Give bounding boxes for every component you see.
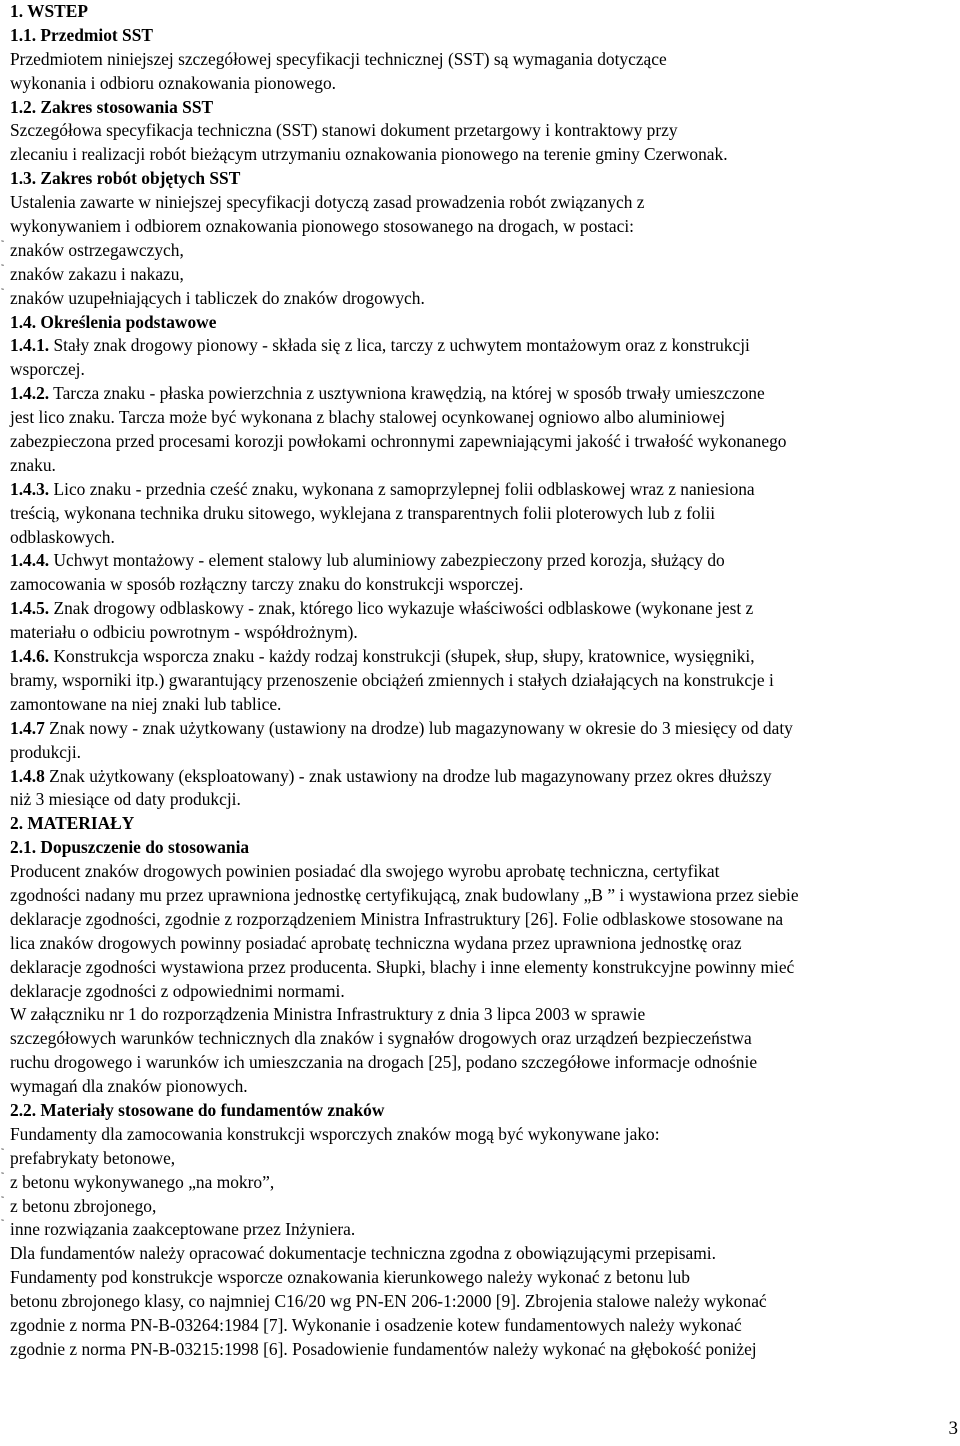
definition-text: Tarcza znaku - płaska powierzchnia z usztywniona krawędzią, na której w sposób trwały umieszczone bbox=[49, 383, 765, 404]
section-heading: 2. MATERIAŁY bbox=[10, 813, 135, 834]
text-line: wymagań dla znaków pionowych. bbox=[10, 1076, 248, 1097]
definition-line bbox=[10, 765, 954, 789]
text-line: W załączniku nr 1 do rozporządzenia Ministra Infrastruktury z dnia 3 lipca 2003 w sprawie bbox=[10, 1004, 646, 1025]
definition-text: Znak nowy - znak użytkowany (ustawiony na drodze) lub magazynowany w okresie do 3 miesięcy od daty bbox=[44, 717, 793, 738]
text-line: betonu zbrojonego klasy, co najmniej C16/20 wg PN-EN 206-1:2000 [9]. Zbrojenia stalowe należy wykonać bbox=[10, 1291, 767, 1312]
definition-line bbox=[10, 645, 954, 669]
definition-number: 1.4.2. bbox=[10, 383, 50, 404]
list-item bbox=[1, 1170, 954, 1195]
bullet-icon: ˜ bbox=[1, 1146, 4, 1157]
list-item-text: znaków ostrzegawczych, bbox=[10, 239, 184, 260]
text-line: ruchu drogowego i warunków ich umieszczania na drogach [25], podano szczegółowe informacje odnośnie bbox=[10, 1052, 758, 1073]
section-heading: 2.2. Materiały stosowane do fundamentów znaków bbox=[10, 1099, 385, 1120]
definition-text: Znak drogowy odblaskowy - znak, którego lico wykazuje właściwości odblaskowe (wykonane jest z bbox=[49, 598, 754, 619]
definition-line bbox=[10, 549, 954, 573]
text-line: Fundamenty pod konstrukcje wsporcze oznakowania kierunkowego należy wykonać z betonu lub bbox=[10, 1267, 690, 1288]
text-line: wykonywaniem i odbiorem oznakowania pionowego stosowanego na drogach, w postaci: bbox=[10, 216, 634, 237]
definition-number: 1.4.5. bbox=[10, 598, 50, 619]
definition-line bbox=[10, 334, 954, 358]
definition-number: 1.4.6. bbox=[10, 646, 50, 667]
text-line: wsporczej. bbox=[10, 359, 85, 380]
definition-text: Lico znaku - przednia cześć znaku, wykonana z samoprzylepnej folii odblaskowej wraz z naniesiona bbox=[49, 478, 755, 499]
bullet-icon: ˜ bbox=[1, 238, 4, 249]
text-line: odblaskowych. bbox=[10, 526, 115, 547]
text-line: zgodnie z norma PN-B-03264:1984 [7]. Wykonanie i osadzenie kotew fundamentowych należy wykonać bbox=[10, 1314, 742, 1335]
text-line: Fundamenty dla zamocowania konstrukcji wsporczych znaków mogą być wykonywane jako: bbox=[10, 1123, 660, 1144]
text-line: produkcji. bbox=[10, 741, 81, 762]
section-heading: 1.2. Zakres stosowania SST bbox=[10, 96, 214, 117]
text-line: znaku. bbox=[10, 454, 56, 475]
definition-line bbox=[10, 597, 954, 621]
list-item-text: inne rozwiązania zaakceptowane przez Inżyniera. bbox=[10, 1219, 356, 1240]
text-line: Przedmiotem niniejszej szczegółowej specyfikacji technicznej (SST) są wymagania dotyczące bbox=[10, 48, 667, 69]
text-line: wykonania i odbioru oznakowania pionowego. bbox=[10, 72, 336, 93]
section-heading: 2.1. Dopuszczenie do stosowania bbox=[10, 837, 250, 858]
list-item-text: z betonu wykonywanego „na mokro”, bbox=[10, 1171, 275, 1192]
bullet-icon: ˜ bbox=[1, 1194, 4, 1205]
text-line: zamocowania w sposób rozłączny tarczy znaku do konstrukcji wsporczej. bbox=[10, 574, 524, 595]
text-line: materiału o odbiciu powrotnym - współdrożnym). bbox=[10, 622, 358, 643]
definition-text: Znak użytkowany (eksploatowany) - znak ustawiony na drodze lub magazynowany przez okres dłuższy bbox=[44, 765, 772, 786]
definition-number: 1.4.4. bbox=[10, 550, 50, 571]
text-line: zlecaniu i realizacji robót bieżącym utrzymaniu oznakowania pionowego na terenie gminy Czerwonak. bbox=[10, 144, 728, 165]
bullet-icon: ˜ bbox=[1, 1170, 4, 1181]
text-line: deklaracje zgodności wystawiona przez producenta. Słupki, blachy i inne elementy konstrukcyjne powinny mieć bbox=[10, 956, 795, 977]
text-line: szczegółowych warunków technicznych dla znaków i sygnałów drogowych oraz urządzeń bezpieczeństwa bbox=[10, 1028, 752, 1049]
definition-number: 1.4.1. bbox=[10, 335, 50, 356]
definition-number: 1.4.3. bbox=[10, 478, 50, 499]
definition-line bbox=[10, 717, 954, 741]
list-item bbox=[1, 262, 954, 287]
text-line: zgodności nadany mu przez uprawniona jednostkę certyfikującą, znak budowlany „B ” i wystawiona przez siebie bbox=[10, 884, 799, 905]
text-line: treścią, wykonana technika druku sitowego, wyklejana z transparentnych folii ploterowych lub z folii bbox=[10, 502, 716, 523]
section-heading: 1.1. Przedmiot SST bbox=[10, 24, 153, 45]
list-item-text: prefabrykaty betonowe, bbox=[10, 1147, 176, 1168]
list-item-text: z betonu zbrojonego, bbox=[10, 1195, 157, 1216]
text-line: niż 3 miesiące od daty produkcji. bbox=[10, 789, 241, 810]
document-page bbox=[1, 0, 954, 1362]
list-item-text: znaków zakazu i nakazu, bbox=[10, 263, 184, 284]
bullet-icon: ˜ bbox=[1, 286, 4, 297]
section-heading: 1.4. Określenia podstawowe bbox=[10, 311, 217, 332]
definition-number: 1.4.8 bbox=[10, 765, 45, 786]
text-line: Dla fundamentów należy opracować dokumentacje techniczna zgodna z obowiązującymi przepisami. bbox=[10, 1243, 716, 1264]
text-line: deklaracje zgodności z odpowiednimi normami. bbox=[10, 980, 345, 1001]
text-line: Producent znaków drogowych powinien posiadać dla swojego wyrobu aprobatę techniczna, certyfikat bbox=[10, 861, 720, 882]
list-item bbox=[1, 1146, 954, 1171]
section-heading: 1.3. Zakres robót objętych SST bbox=[10, 168, 241, 189]
definition-text: Uchwyt montażowy - element stalowy lub aluminiowy zabezpieczony przed korozja, służący do bbox=[49, 550, 725, 571]
definition-text: Konstrukcja wsporcza znaku - każdy rodzaj konstrukcji (słupek, słup, słupy, kratownice, wysięgniki, bbox=[49, 646, 755, 667]
text-line: jest lico znaku. Tarcza może być wykonana z blachy stalowej ocynkowanej ogniowo albo aluminiowej bbox=[10, 407, 726, 428]
text-line: lica znaków drogowych powinny posiadać aprobatę techniczna wydana przez uprawniona jednostkę oraz bbox=[10, 932, 742, 953]
list-item-text: znaków uzupełniających i tabliczek do znaków drogowych. bbox=[10, 287, 425, 308]
definition-number: 1.4.7 bbox=[10, 717, 45, 738]
text-line: zamontowane na niej znaki lub tablice. bbox=[10, 693, 282, 714]
text-line: bramy, wsporniki itp.) gwarantujący przenoszenie obciążeń zmiennych i stałych działających na konstrukcje i bbox=[10, 669, 774, 690]
list-item bbox=[1, 1194, 954, 1219]
page-number: 3 bbox=[948, 1418, 958, 1439]
definition-line bbox=[10, 478, 954, 502]
list-item bbox=[1, 286, 954, 311]
bullet-icon: ˜ bbox=[1, 1218, 4, 1229]
bullet-icon: ˜ bbox=[1, 262, 4, 273]
text-line: zgodnie z norma PN-B-03215:1998 [6]. Posadowienie fundamentów należy wykonać na głębokość poniżej bbox=[10, 1338, 757, 1359]
list-item bbox=[1, 238, 954, 263]
text-line: Szczegółowa specyfikacja techniczna (SST) stanowi dokument przetargowy i kontraktowy przy bbox=[10, 120, 678, 141]
definition-line bbox=[10, 382, 954, 406]
text-line: Ustalenia zawarte w niniejszej specyfikacji dotyczą zasad prowadzenia robót związanych z bbox=[10, 192, 645, 213]
text-line: deklaracje zgodności, zgodnie z rozporządzeniem Ministra Infrastruktury [26]. Folie odblaskowe stosowane na bbox=[10, 908, 784, 929]
definition-text: Stały znak drogowy pionowy - składa się z lica, tarczy z uchwytem montażowym oraz z konstrukcji bbox=[49, 335, 750, 356]
list-item bbox=[1, 1218, 954, 1242]
section-heading: 1. WSTEP bbox=[10, 1, 88, 21]
text-line: zabezpieczona przed procesami korozji powłokami ochronnymi zapewniającymi jakość i trwałość wykonanego bbox=[10, 431, 787, 452]
